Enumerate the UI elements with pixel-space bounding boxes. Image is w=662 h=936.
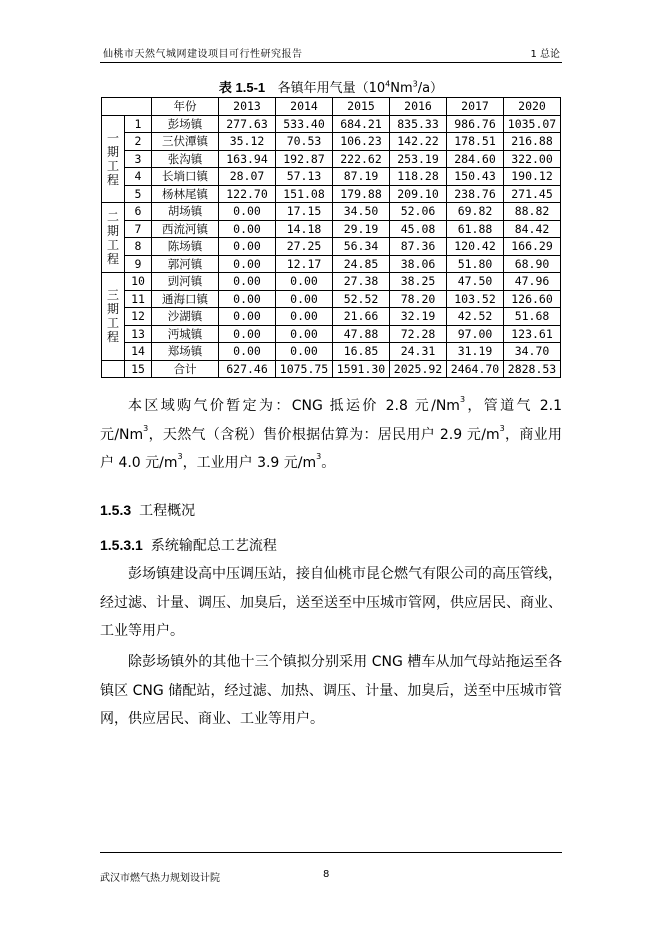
price-exp-3: 3	[499, 423, 505, 433]
row-number: 10	[125, 273, 152, 291]
consumption-value: 103.52	[447, 290, 504, 308]
running-header-chapter: 1 总论	[530, 49, 560, 60]
consumption-value: 118.28	[390, 168, 447, 186]
consumption-value: 178.51	[447, 133, 504, 151]
table-row	[102, 238, 561, 256]
consumption-value: 0.00	[219, 220, 276, 238]
table-row	[102, 133, 561, 151]
consumption-value: 27.38	[333, 273, 390, 291]
consumption-value: 0.00	[219, 343, 276, 361]
consumption-value: 166.29	[504, 238, 561, 256]
footer-divider	[100, 852, 562, 853]
town-name: 长埫口镇	[152, 168, 219, 186]
consumption-value: 69.82	[447, 203, 504, 221]
consumption-value: 38.06	[390, 255, 447, 273]
table-row	[102, 325, 561, 343]
consumption-value: 0.00	[219, 325, 276, 343]
body-paragraph-1: 彭场镇建设高中压调压站，接自仙桃市昆仑燃气有限公司的高压管线，经过滤、计量、调压、加臭后，送至送至中压城市管网，供应居民、商业、工业等用户。	[100, 566, 562, 639]
row-number: 5	[125, 185, 152, 203]
town-name: 杨林尾镇	[152, 185, 219, 203]
consumption-value: 14.18	[276, 220, 333, 238]
consumption-value: 56.34	[333, 238, 390, 256]
section-title: 工程概况	[139, 503, 196, 519]
body-paragraph-2: 除彭场镇外的其他十三个镇拟分别采用 CNG 槽车从加气母站拖运至各镇区 CNG 储配站，经过滤、加热、调压、计量、加臭后，送至中压城市管网，供应居民、商业、工业等用户。	[100, 654, 562, 727]
consumption-value: 106.23	[333, 133, 390, 151]
consumption-value: 87.36	[390, 238, 447, 256]
consumption-value: 61.88	[447, 220, 504, 238]
consumption-value: 0.00	[219, 308, 276, 326]
phase-char: 一	[106, 130, 119, 145]
consumption-value: 123.61	[504, 325, 561, 343]
consumption-value: 45.08	[390, 220, 447, 238]
table-row	[102, 273, 561, 291]
price-exp-5: 3	[316, 452, 322, 461]
town-name: 通海口镇	[152, 290, 219, 308]
consumption-value: 0.00	[276, 308, 333, 326]
phase-label-1	[102, 115, 125, 203]
consumption-value: 322.00	[504, 150, 561, 168]
consumption-value: 68.90	[504, 255, 561, 273]
town-name: 沔城镇	[152, 325, 219, 343]
consumption-value: 142.22	[390, 133, 447, 151]
section-heading-1-5-3-1	[100, 535, 277, 555]
total-blank	[102, 360, 125, 378]
consumption-value: 47.50	[447, 273, 504, 291]
consumption-value: 47.96	[504, 273, 561, 291]
price-text-2: ，管道气 2.1 元/Nm	[100, 398, 563, 443]
consumption-value: 78.20	[390, 290, 447, 308]
price-exp-4: 3	[177, 452, 183, 461]
consumption-value: 271.45	[504, 185, 561, 203]
total-value: 1075.75	[276, 360, 333, 378]
table-row	[102, 255, 561, 273]
consumption-value: 24.85	[333, 255, 390, 273]
price-text-4: ，商业用户 4.0 元/m	[100, 426, 562, 471]
phase-label-2	[102, 203, 125, 273]
price-exp-1: 3	[459, 395, 466, 404]
price-text-6: 。	[321, 455, 336, 471]
consumption-value: 47.88	[333, 325, 390, 343]
consumption-value: 87.19	[333, 168, 390, 186]
consumption-value: 52.52	[333, 290, 390, 308]
consumption-value: 533.40	[276, 115, 333, 133]
consumption-value: 42.52	[447, 308, 504, 326]
gas-consumption-table	[101, 97, 561, 378]
phase-label-3	[102, 273, 125, 361]
caption-unit-exponent: 3	[412, 79, 418, 89]
table-row	[102, 343, 561, 361]
town-name: 剅河镇	[152, 273, 219, 291]
consumption-value: 222.62	[333, 150, 390, 168]
consumption-value: 253.19	[390, 150, 447, 168]
consumption-value: 126.60	[504, 290, 561, 308]
consumption-value: 284.60	[447, 150, 504, 168]
consumption-value: 1035.07	[504, 115, 561, 133]
town-name: 张沟镇	[152, 150, 219, 168]
consumption-value: 24.31	[390, 343, 447, 361]
consumption-value: 238.76	[447, 185, 504, 203]
town-name: 郑场镇	[152, 343, 219, 361]
total-value: 1591.30	[333, 360, 390, 378]
total-value: 627.46	[219, 360, 276, 378]
consumption-value: 70.53	[276, 133, 333, 151]
phase-char: 二	[106, 209, 119, 224]
table-row	[102, 220, 561, 238]
total-label: 合计	[152, 360, 219, 378]
price-text-3: ，天然气（含税）售价根据估算为：居民用户 2.9 元/m	[148, 426, 500, 443]
phase-char: 程	[106, 330, 119, 345]
header-year: 2020	[504, 98, 561, 116]
caption-exponent: 4	[385, 79, 391, 89]
phase-char: 工	[106, 158, 119, 173]
consumption-value: 179.88	[333, 185, 390, 203]
consumption-value: 150.43	[447, 168, 504, 186]
price-text-1: 本区域购气价暂定为：CNG 抵运价 2.8 元/Nm	[128, 398, 460, 414]
consumption-value: 51.80	[447, 255, 504, 273]
table-caption-text: 各镇年用气量（10	[277, 81, 386, 96]
phase-char: 工	[106, 316, 119, 331]
consumption-value: 0.00	[219, 255, 276, 273]
consumption-value: 38.25	[390, 273, 447, 291]
page-number: 8	[323, 869, 330, 880]
header-year: 2014	[276, 98, 333, 116]
consumption-value: 0.00	[219, 238, 276, 256]
subsection-number: 1.5.3.1	[100, 537, 143, 553]
consumption-value: 17.15	[276, 203, 333, 221]
town-name: 彭场镇	[152, 115, 219, 133]
header-year: 2016	[390, 98, 447, 116]
row-number: 2	[125, 133, 152, 151]
total-value: 2828.53	[504, 360, 561, 378]
table-row	[102, 115, 561, 133]
consumption-value: 21.66	[333, 308, 390, 326]
consumption-value: 0.00	[276, 290, 333, 308]
table-row	[102, 308, 561, 326]
town-name: 沙湖镇	[152, 308, 219, 326]
consumption-value: 97.00	[447, 325, 504, 343]
consumption-value: 51.68	[504, 308, 561, 326]
consumption-value: 52.06	[390, 203, 447, 221]
consumption-value: 84.42	[504, 220, 561, 238]
price-exp-2: 3	[143, 423, 149, 433]
consumption-value: 88.82	[504, 203, 561, 221]
consumption-value: 28.07	[219, 168, 276, 186]
table-header-row	[102, 98, 561, 116]
header-year: 2017	[447, 98, 504, 116]
table-row	[102, 203, 561, 221]
phase-char: 三	[106, 288, 119, 303]
row-number: 11	[125, 290, 152, 308]
footer-institute: 武汉市燃气热力规划设计院	[100, 873, 220, 884]
caption-unit: Nm	[390, 81, 413, 96]
row-number: 12	[125, 308, 152, 326]
consumption-value: 0.00	[219, 203, 276, 221]
row-number: 15	[125, 360, 152, 378]
consumption-value: 163.94	[219, 150, 276, 168]
consumption-value: 12.17	[276, 255, 333, 273]
phase-char: 程	[106, 251, 119, 266]
header-year-label: 年份	[152, 98, 219, 116]
row-number: 14	[125, 343, 152, 361]
town-name: 三伏潭镇	[152, 133, 219, 151]
header-corner	[102, 98, 152, 116]
running-header-title: 仙桃市天然气城网建设项目可行性研究报告	[103, 49, 303, 60]
consumption-value: 0.00	[219, 290, 276, 308]
row-number: 6	[125, 203, 152, 221]
header-divider	[100, 62, 562, 63]
phase-char: 期	[106, 223, 119, 238]
row-number: 7	[125, 220, 152, 238]
consumption-value: 277.63	[219, 115, 276, 133]
header-year: 2013	[219, 98, 276, 116]
phase-char: 期	[106, 144, 119, 159]
consumption-value: 31.19	[447, 343, 504, 361]
table-row	[102, 150, 561, 168]
town-name: 西流河镇	[152, 220, 219, 238]
phase-char: 程	[106, 172, 119, 187]
table-row	[102, 290, 561, 308]
price-text-5: ，工业用户 3.9 元/m	[182, 455, 317, 471]
consumption-value: 684.21	[333, 115, 390, 133]
consumption-value: 835.33	[390, 115, 447, 133]
header-year: 2015	[333, 98, 390, 116]
consumption-value: 151.08	[276, 185, 333, 203]
phase-char: 期	[106, 302, 119, 317]
consumption-value: 34.50	[333, 203, 390, 221]
consumption-value: 209.10	[390, 185, 447, 203]
town-name: 郭河镇	[152, 255, 219, 273]
consumption-value: 192.87	[276, 150, 333, 168]
row-number: 9	[125, 255, 152, 273]
total-value: 2025.92	[390, 360, 447, 378]
consumption-value: 122.70	[219, 185, 276, 203]
consumption-value: 72.28	[390, 325, 447, 343]
town-name: 胡场镇	[152, 203, 219, 221]
total-value: 2464.70	[447, 360, 504, 378]
table-row	[102, 168, 561, 186]
consumption-value: 190.12	[504, 168, 561, 186]
consumption-value: 120.42	[447, 238, 504, 256]
table-caption-number: 表 1.5-1	[218, 80, 266, 95]
phase-char: 工	[106, 237, 119, 252]
consumption-value: 0.00	[276, 343, 333, 361]
row-number: 1	[125, 115, 152, 133]
consumption-value: 986.76	[447, 115, 504, 133]
row-number: 3	[125, 150, 152, 168]
table-caption	[0, 77, 662, 96]
consumption-value: 0.00	[219, 273, 276, 291]
consumption-value: 27.25	[276, 238, 333, 256]
table-row	[102, 185, 561, 203]
table-total-row	[102, 360, 561, 378]
section-number: 1.5.3	[100, 502, 132, 518]
consumption-value: 29.19	[333, 220, 390, 238]
consumption-value: 16.85	[333, 343, 390, 361]
caption-tail: /a）	[417, 81, 444, 96]
consumption-value: 34.70	[504, 343, 561, 361]
consumption-value: 0.00	[276, 273, 333, 291]
consumption-value: 57.13	[276, 168, 333, 186]
subsection-title: 系统输配总工艺流程	[150, 538, 277, 554]
consumption-value: 216.88	[504, 133, 561, 151]
consumption-value: 32.19	[390, 308, 447, 326]
row-number: 4	[125, 168, 152, 186]
section-heading-1-5-3	[100, 500, 195, 520]
consumption-value: 0.00	[276, 325, 333, 343]
town-name: 陈场镇	[152, 238, 219, 256]
row-number: 8	[125, 238, 152, 256]
consumption-value: 35.12	[219, 133, 276, 151]
row-number: 13	[125, 325, 152, 343]
price-paragraph	[100, 392, 562, 478]
